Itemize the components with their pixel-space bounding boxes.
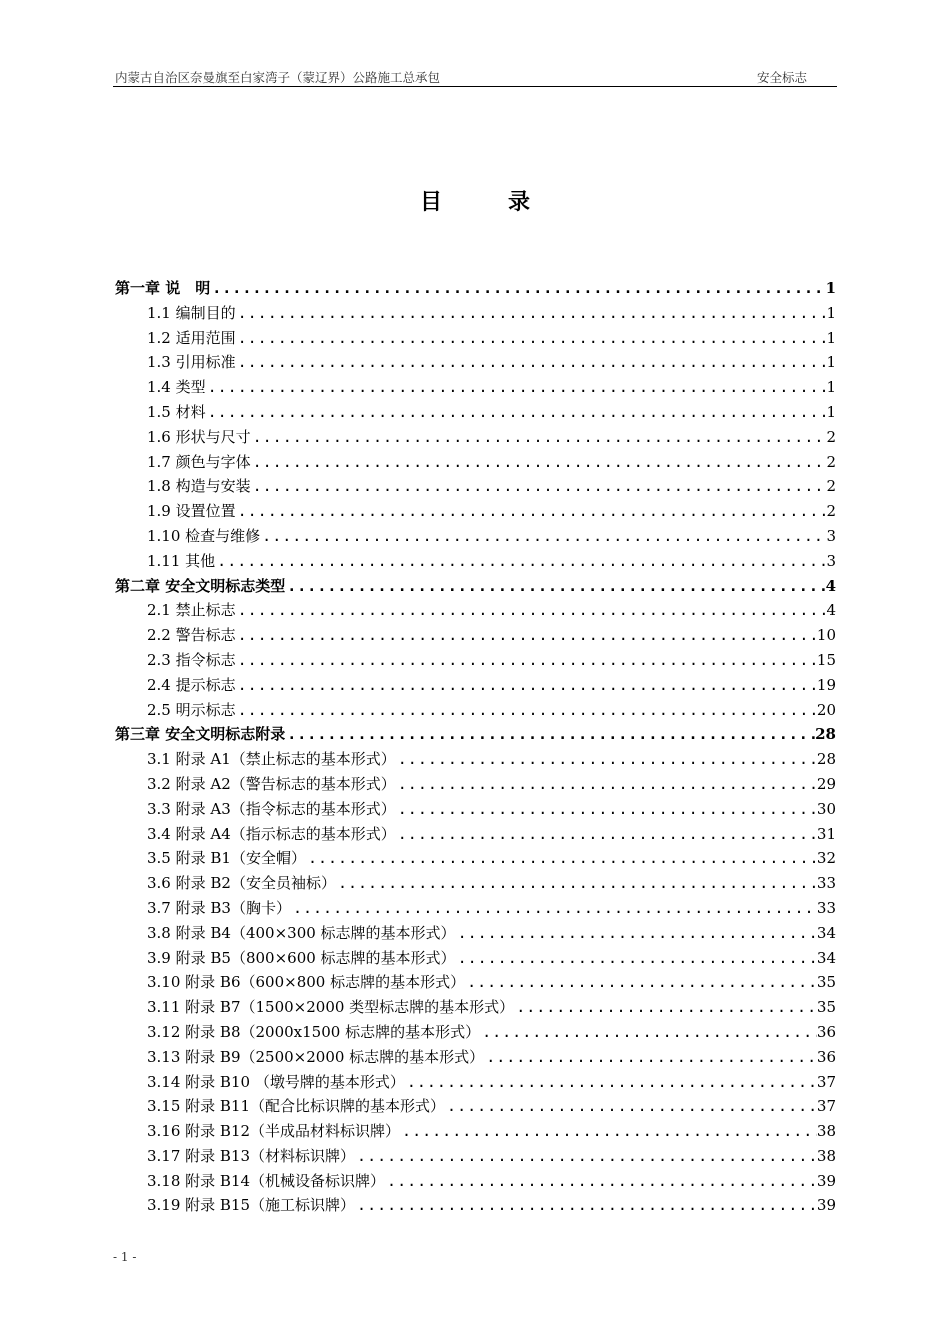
toc-entry-page: 1	[826, 402, 836, 421]
toc-dot-leader	[465, 970, 817, 995]
toc-entry-title: 第一章 说 明	[115, 279, 211, 297]
toc-dot-leader	[251, 425, 827, 450]
toc-entry-page: 1	[825, 279, 836, 297]
toc-dot-leader	[396, 822, 817, 847]
toc-section-entry[interactable]	[115, 1144, 836, 1169]
toc-dot-leader	[514, 995, 817, 1020]
toc-entry-title: 1.9 设置位置	[147, 502, 236, 521]
toc-entry-page: 2	[826, 452, 836, 471]
toc-dot-leader	[400, 1119, 817, 1144]
toc-entry-page: 3	[826, 551, 836, 570]
toc-entry-title: 2.2 警告标志	[147, 626, 236, 645]
toc-entry-page: 1	[826, 378, 836, 397]
toc-entry-title: 3.6 附录 B2（安全员袖标）	[147, 874, 336, 893]
toc-section-entry[interactable]	[115, 524, 836, 549]
toc-dot-leader	[336, 871, 817, 896]
toc-dot-leader	[236, 673, 817, 698]
toc-section-entry[interactable]	[115, 1193, 836, 1218]
header-section-title: 安全标志	[756, 70, 807, 85]
toc-entry-page: 33	[816, 898, 836, 917]
toc-dot-leader	[236, 499, 827, 524]
toc-entry-page: 2	[826, 477, 836, 496]
toc-entry-page: 19	[816, 675, 836, 694]
toc-section-entry[interactable]	[115, 648, 836, 673]
toc-entry-page: 29	[816, 774, 836, 793]
toc-section-entry[interactable]	[115, 896, 836, 921]
toc-entry-page: 35	[816, 998, 836, 1017]
toc-entry-title: 3.2 附录 A2（警告标志的基本形式）	[147, 774, 396, 793]
toc-entry-title: 3.13 附录 B9（2500×2000 标志牌的基本形式）	[147, 1047, 485, 1066]
toc-section-entry[interactable]	[115, 846, 836, 871]
toc-section-entry[interactable]	[115, 499, 836, 524]
toc-dot-leader	[396, 747, 817, 772]
toc-dot-leader	[445, 1094, 817, 1119]
toc-entry-page: 34	[816, 923, 836, 942]
toc-entry-title: 3.19 附录 B15（施工标识牌）	[147, 1196, 356, 1215]
toc-dot-leader	[285, 722, 815, 747]
toc-entry-title: 3.17 附录 B13（材料标识牌）	[147, 1146, 356, 1165]
toc-section-entry[interactable]	[115, 1020, 836, 1045]
toc-dot-leader	[215, 549, 826, 574]
toc-section-entry[interactable]	[115, 450, 836, 475]
toc-section-entry[interactable]	[115, 1070, 836, 1095]
toc-section-entry[interactable]	[115, 822, 836, 847]
toc-entry-title: 3.8 附录 B4（400×300 标志牌的基本形式）	[147, 923, 456, 942]
toc-entry-page: 39	[816, 1196, 836, 1215]
toc-dot-leader	[236, 648, 817, 673]
toc-entry-title: 1.2 适用范围	[147, 328, 236, 347]
table-of-contents	[115, 276, 836, 1218]
toc-entry-title: 第二章 安全文明标志类型	[115, 576, 286, 595]
toc-entry-title: 3.14 附录 B10 （墩号牌的基本形式）	[147, 1072, 405, 1091]
toc-dot-leader	[251, 450, 827, 475]
toc-entry-title: 1.6 形状与尺寸	[147, 427, 251, 446]
toc-section-entry[interactable]	[115, 1045, 836, 1070]
toc-entry-page: 1	[826, 353, 836, 372]
toc-entry-title: 3.3 附录 A3（指令标志的基本形式）	[147, 799, 396, 818]
toc-entry-page: 20	[816, 700, 836, 719]
toc-section-entry[interactable]	[115, 425, 836, 450]
toc-section-entry[interactable]	[115, 772, 836, 797]
toc-entry-page: 2	[826, 427, 836, 446]
toc-section-entry[interactable]	[115, 921, 836, 946]
toc-section-entry[interactable]	[115, 549, 836, 574]
toc-section-entry[interactable]	[115, 301, 836, 326]
toc-section-entry[interactable]	[115, 1169, 836, 1194]
toc-dot-leader	[260, 524, 826, 549]
toc-entry-title: 2.4 提示标志	[147, 675, 236, 694]
toc-entry-title: 3.1 附录 A1（禁止标志的基本形式）	[147, 750, 396, 769]
page-number: - 1 -	[113, 1250, 137, 1264]
toc-dot-leader	[210, 276, 825, 301]
toc-dot-leader	[236, 698, 817, 723]
toc-entry-title: 1.1 编制目的	[147, 303, 236, 322]
toc-section-entry[interactable]	[115, 871, 836, 896]
toc-entry-page: 31	[816, 824, 836, 843]
toc-section-entry[interactable]	[115, 995, 836, 1020]
toc-chapter-entry[interactable]	[115, 574, 836, 599]
toc-entry-title: 1.5 材料	[147, 402, 206, 421]
toc-entry-page: 28	[815, 725, 836, 744]
toc-dot-leader	[456, 921, 817, 946]
toc-section-entry[interactable]	[115, 946, 836, 971]
toc-section-entry[interactable]	[115, 673, 836, 698]
toc-dot-leader	[236, 623, 817, 648]
toc-entry-page: 28	[816, 750, 836, 769]
toc-section-entry[interactable]	[115, 350, 836, 375]
toc-dot-leader	[251, 474, 827, 499]
toc-section-entry[interactable]	[115, 623, 836, 648]
toc-section-entry[interactable]	[115, 797, 836, 822]
toc-section-entry[interactable]	[115, 1094, 836, 1119]
toc-entry-page: 38	[816, 1122, 836, 1141]
toc-entry-title: 3.16 附录 B12（半成品材料标识牌）	[147, 1122, 401, 1141]
header-project-title: 内蒙古自治区奈曼旗至白家湾子（蒙辽界）公路施工总承包	[115, 70, 441, 85]
toc-dot-leader	[236, 350, 827, 375]
toc-chapter-entry[interactable]	[115, 276, 836, 301]
toc-dot-leader	[405, 1070, 817, 1095]
toc-entry-page: 36	[816, 1022, 836, 1041]
toc-entry-title: 3.12 附录 B8（2000x1500 标志牌的基本形式）	[147, 1022, 481, 1041]
toc-dot-leader	[396, 772, 817, 797]
toc-section-entry[interactable]	[115, 400, 836, 425]
toc-dot-leader	[236, 598, 827, 623]
toc-section-entry[interactable]	[115, 1119, 836, 1144]
toc-dot-leader	[456, 946, 817, 971]
toc-entry-page: 10	[816, 626, 836, 645]
toc-entry-title: 3.7 附录 B3（胸卡）	[147, 898, 291, 917]
toc-dot-leader	[291, 896, 817, 921]
toc-dot-leader	[285, 574, 825, 599]
toc-entry-title: 第三章 安全文明标志附录	[115, 725, 286, 744]
toc-entry-title: 3.4 附录 A4（指示标志的基本形式）	[147, 824, 396, 843]
toc-entry-title: 1.11 其他	[147, 551, 216, 570]
toc-entry-title: 3.11 附录 B7（1500×2000 类型标志牌的基本形式）	[147, 998, 515, 1017]
toc-section-entry[interactable]	[115, 698, 836, 723]
toc-section-entry[interactable]	[115, 474, 836, 499]
toc-entry-title: 1.4 类型	[147, 378, 206, 397]
toc-section-entry[interactable]	[115, 375, 836, 400]
toc-entry-page: 38	[816, 1146, 836, 1165]
toc-entry-title: 1.10 检查与维修	[147, 526, 261, 545]
toc-dot-leader	[206, 400, 827, 425]
toc-dot-leader	[480, 1020, 817, 1045]
toc-entry-page: 34	[816, 948, 836, 967]
toc-title: 目 录	[419, 190, 552, 215]
toc-entry-page: 33	[816, 874, 836, 893]
toc-entry-page: 15	[816, 650, 836, 669]
toc-entry-title: 1.7 颜色与字体	[147, 452, 251, 471]
toc-entry-page: 4	[825, 576, 836, 595]
toc-entry-page: 35	[816, 973, 836, 992]
toc-dot-leader	[306, 846, 817, 871]
toc-entry-page: 37	[816, 1072, 836, 1091]
toc-section-entry[interactable]	[115, 598, 836, 623]
toc-dot-leader	[385, 1169, 817, 1194]
toc-section-entry[interactable]	[115, 326, 836, 351]
toc-chapter-entry[interactable]	[115, 722, 836, 747]
toc-entry-page: 1	[826, 328, 836, 347]
toc-entry-title: 3.5 附录 B1（安全帽）	[147, 849, 306, 868]
toc-entry-page: 4	[826, 601, 836, 620]
toc-entry-title: 3.9 附录 B5（800×600 标志牌的基本形式）	[147, 948, 456, 967]
toc-dot-leader	[355, 1193, 817, 1218]
toc-dot-leader	[355, 1144, 817, 1169]
toc-entry-title: 3.15 附录 B11（配合比标识牌的基本形式）	[147, 1097, 446, 1116]
toc-entry-page: 3	[826, 526, 836, 545]
toc-entry-page: 32	[816, 849, 836, 868]
toc-entry-title: 3.10 附录 B6（600×800 标志牌的基本形式）	[147, 973, 466, 992]
toc-entry-title: 3.18 附录 B14（机械设备标识牌）	[147, 1171, 386, 1190]
toc-dot-leader	[396, 797, 817, 822]
toc-entry-title: 2.1 禁止标志	[147, 601, 236, 620]
toc-entry-title: 1.3 引用标准	[147, 353, 236, 372]
toc-dot-leader	[236, 326, 827, 351]
toc-dot-leader	[206, 375, 827, 400]
toc-entry-title: 1.8 构造与安装	[147, 477, 251, 496]
toc-entry-page: 2	[826, 502, 836, 521]
toc-entry-page: 37	[816, 1097, 836, 1116]
toc-section-entry[interactable]	[115, 970, 836, 995]
page-header	[113, 66, 837, 87]
toc-entry-page: 1	[826, 303, 836, 322]
toc-section-entry[interactable]	[115, 747, 836, 772]
toc-dot-leader	[484, 1045, 817, 1070]
toc-dot-leader	[236, 301, 827, 326]
toc-entry-page: 30	[816, 799, 836, 818]
toc-entry-page: 39	[816, 1171, 836, 1190]
toc-entry-title: 2.3 指令标志	[147, 650, 236, 669]
toc-entry-title: 2.5 明示标志	[147, 700, 236, 719]
toc-entry-page: 36	[816, 1047, 836, 1066]
